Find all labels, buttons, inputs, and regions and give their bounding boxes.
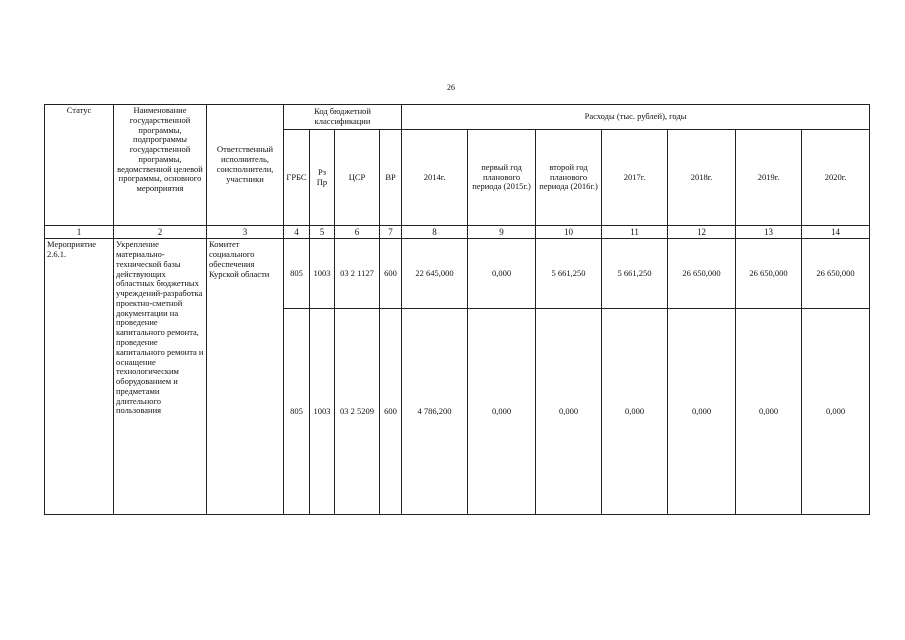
cell-csr: 03 2 5209 bbox=[335, 309, 380, 515]
column-number: 11 bbox=[602, 226, 668, 239]
header-vr: ВР bbox=[380, 130, 402, 226]
column-number: 8 bbox=[402, 226, 468, 239]
header-year-2017: 2017г. bbox=[602, 130, 668, 226]
header-status: Статус bbox=[45, 105, 114, 226]
cell-rzpr: 1003 bbox=[310, 309, 335, 515]
cell-value-2015: 0,000 bbox=[468, 309, 536, 515]
cell-value-2018: 0,000 bbox=[668, 309, 736, 515]
cell-value-2019: 0,000 bbox=[736, 309, 802, 515]
header-year-2014: 2014г. bbox=[402, 130, 468, 226]
header-year-2019: 2019г. bbox=[736, 130, 802, 226]
cell-value-2018: 26 650,000 bbox=[668, 239, 736, 309]
cell-value-2015: 0,000 bbox=[468, 239, 536, 309]
header-year-2018: 2018г. bbox=[668, 130, 736, 226]
cell-value-2020: 0,000 bbox=[802, 309, 870, 515]
header-responsible: Ответственный исполнитель, соисполнители, участники bbox=[207, 105, 284, 226]
header-name: Наименование государственной программы, подпрограммы государственной программы, ведомственной целевой программы, основного мероприятия bbox=[114, 105, 207, 226]
header-year-2015: первый год планового периода (2015г.) bbox=[468, 130, 536, 226]
page-number: 26 bbox=[447, 83, 455, 92]
cell-vr: 600 bbox=[380, 239, 402, 309]
entry-name: Укрепление материально-технической базы действующих областных бюджетных учреждений-разработка проектно-сметной документации на проведение капитального ремонта, проведение капитального ремонта и оснащение технологическим оборудованием и предметами длительного пользования bbox=[114, 239, 207, 515]
column-number: 2 bbox=[114, 226, 207, 239]
cell-value-2016: 0,000 bbox=[536, 309, 602, 515]
header-csr: ЦСР bbox=[335, 130, 380, 226]
column-number: 9 bbox=[468, 226, 536, 239]
column-number: 12 bbox=[668, 226, 736, 239]
header-grbs: ГРБС bbox=[284, 130, 310, 226]
cell-grbs: 805 bbox=[284, 239, 310, 309]
cell-value-2017: 0,000 bbox=[602, 309, 668, 515]
cell-value-2014: 4 786,200 bbox=[402, 309, 468, 515]
entry-status: Мероприятие 2.6.1. bbox=[45, 239, 114, 515]
column-number: 6 bbox=[335, 226, 380, 239]
column-number: 5 bbox=[310, 226, 335, 239]
cell-csr: 03 2 1127 bbox=[335, 239, 380, 309]
cell-value-2020: 26 650,000 bbox=[802, 239, 870, 309]
table-row bbox=[45, 239, 870, 309]
header-year-2020: 2020г. bbox=[802, 130, 870, 226]
cell-value-2016: 5 661,250 bbox=[536, 239, 602, 309]
cell-value-2019: 26 650,000 bbox=[736, 239, 802, 309]
column-number: 7 bbox=[380, 226, 402, 239]
column-number: 10 bbox=[536, 226, 602, 239]
header-year-2016: второй год планового периода (2016г.) bbox=[536, 130, 602, 226]
header-budget-code: Код бюджетной классификации bbox=[284, 105, 402, 130]
entry-responsible: Комитет социального обеспечения Курской области bbox=[207, 239, 284, 515]
cell-value-2017: 5 661,250 bbox=[602, 239, 668, 309]
column-number: 3 bbox=[207, 226, 284, 239]
header-expenses: Расходы (тыс. рублей), годы bbox=[402, 105, 870, 130]
column-number: 14 bbox=[802, 226, 870, 239]
cell-rzpr: 1003 bbox=[310, 239, 335, 309]
column-number: 1 bbox=[45, 226, 114, 239]
budget-table bbox=[44, 104, 870, 515]
column-number: 13 bbox=[736, 226, 802, 239]
header-rzpr: Рз Пр bbox=[310, 130, 335, 226]
column-number: 4 bbox=[284, 226, 310, 239]
cell-grbs: 805 bbox=[284, 309, 310, 515]
cell-vr: 600 bbox=[380, 309, 402, 515]
cell-value-2014: 22 645,000 bbox=[402, 239, 468, 309]
